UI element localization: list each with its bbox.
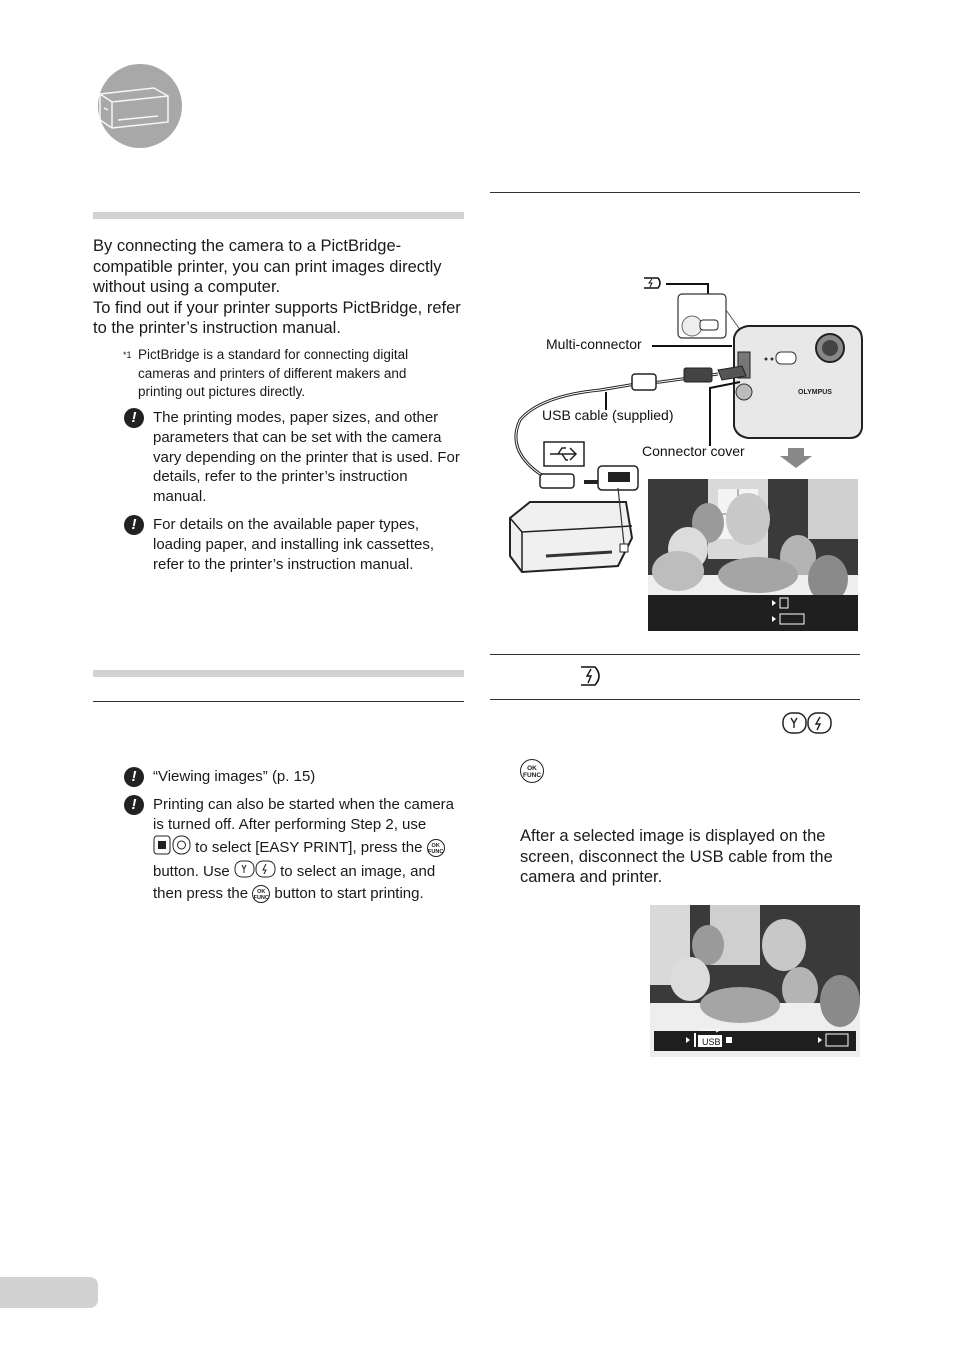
print-button-icon: [579, 665, 605, 692]
printer-illustration: [510, 488, 632, 572]
divider-right-top: [490, 192, 860, 193]
footnote-marker: *1: [123, 350, 132, 360]
divider-right-mid-1: [490, 654, 860, 655]
note-text-3: button. Use: [153, 863, 230, 881]
caution-icon: !: [124, 795, 144, 815]
ok-button-icon: OK FUNC: [520, 759, 544, 783]
caution-icon: !: [124, 408, 144, 428]
intro-text: [93, 236, 473, 339]
note-text: The printing modes, paper sizes, and other parameters that can be set with the camera vary depending on the printer that is used. For details, refer to the printer’s instruction manual.: [153, 409, 460, 506]
page-number-tab: [0, 1277, 98, 1308]
note-paper-types: [131, 515, 465, 574]
arrow-pad-icon: [153, 835, 191, 861]
camera-screen-preview: [648, 479, 858, 631]
caution-icon: !: [124, 515, 144, 535]
ok-button-icon: OK FUNC: [427, 839, 445, 857]
note-text: For details on the available paper types, loading paper, and installing ink cassettes, refer to the printer’s instruction manual.: [153, 516, 435, 573]
note-printing-camera-off: [131, 795, 465, 904]
section-printer-icon: [98, 64, 182, 148]
label-multi-connector: Multi-connector: [546, 336, 642, 352]
label-connector-cover: Connector cover: [642, 443, 745, 459]
note-text-1: Printing can also be started when the camera is turned off. After performing Step 2, use: [153, 796, 455, 833]
camera-screen-usb: [650, 905, 860, 1057]
note-text-4: to select an image, and then press the: [153, 863, 436, 903]
usb-symbol-icon: [544, 442, 584, 466]
footnote: [123, 346, 453, 402]
note-viewing-images: [131, 767, 465, 787]
section-heading-bar-left-2: [93, 670, 464, 677]
note-text-5: button to start printing.: [274, 885, 424, 903]
footnote-text: PictBridge is a standard for connecting digital cameras and printers of different makers and printing out pictures directly.: [138, 347, 409, 400]
note-text: “Viewing images” (p. 15): [153, 768, 316, 785]
intro-paragraph-1: By connecting the camera to a PictBridge-compatible printer, you can print images directly without using a computer.: [93, 237, 442, 296]
label-usb-cable: USB cable (supplied): [542, 407, 674, 423]
divider-left-mid: [93, 701, 464, 702]
disconnect-instruction: After a selected image is displayed on the screen, disconnect the USB cable from the camera and printer.: [520, 827, 833, 886]
macro-flash-buttons-icon: [782, 712, 832, 739]
note-text-2: to select [EASY PRINT], press the: [195, 838, 423, 856]
intro-paragraph-2: To find out if your printer supports PictBridge, refer to the printer’s instruction manual.: [93, 298, 461, 337]
macro-flash-buttons-icon: [234, 860, 276, 884]
ok-button-icon: OK FUNC: [252, 885, 270, 903]
divider-right-mid-2: [490, 699, 860, 700]
usb-badge-text: USB: [702, 1037, 721, 1047]
section-heading-bar-left: [93, 212, 464, 219]
caution-icon: !: [124, 767, 144, 787]
note-printing-modes: [131, 408, 465, 507]
camera-brand-text: OLYMPUS: [798, 389, 832, 396]
print-icon: [644, 278, 660, 288]
